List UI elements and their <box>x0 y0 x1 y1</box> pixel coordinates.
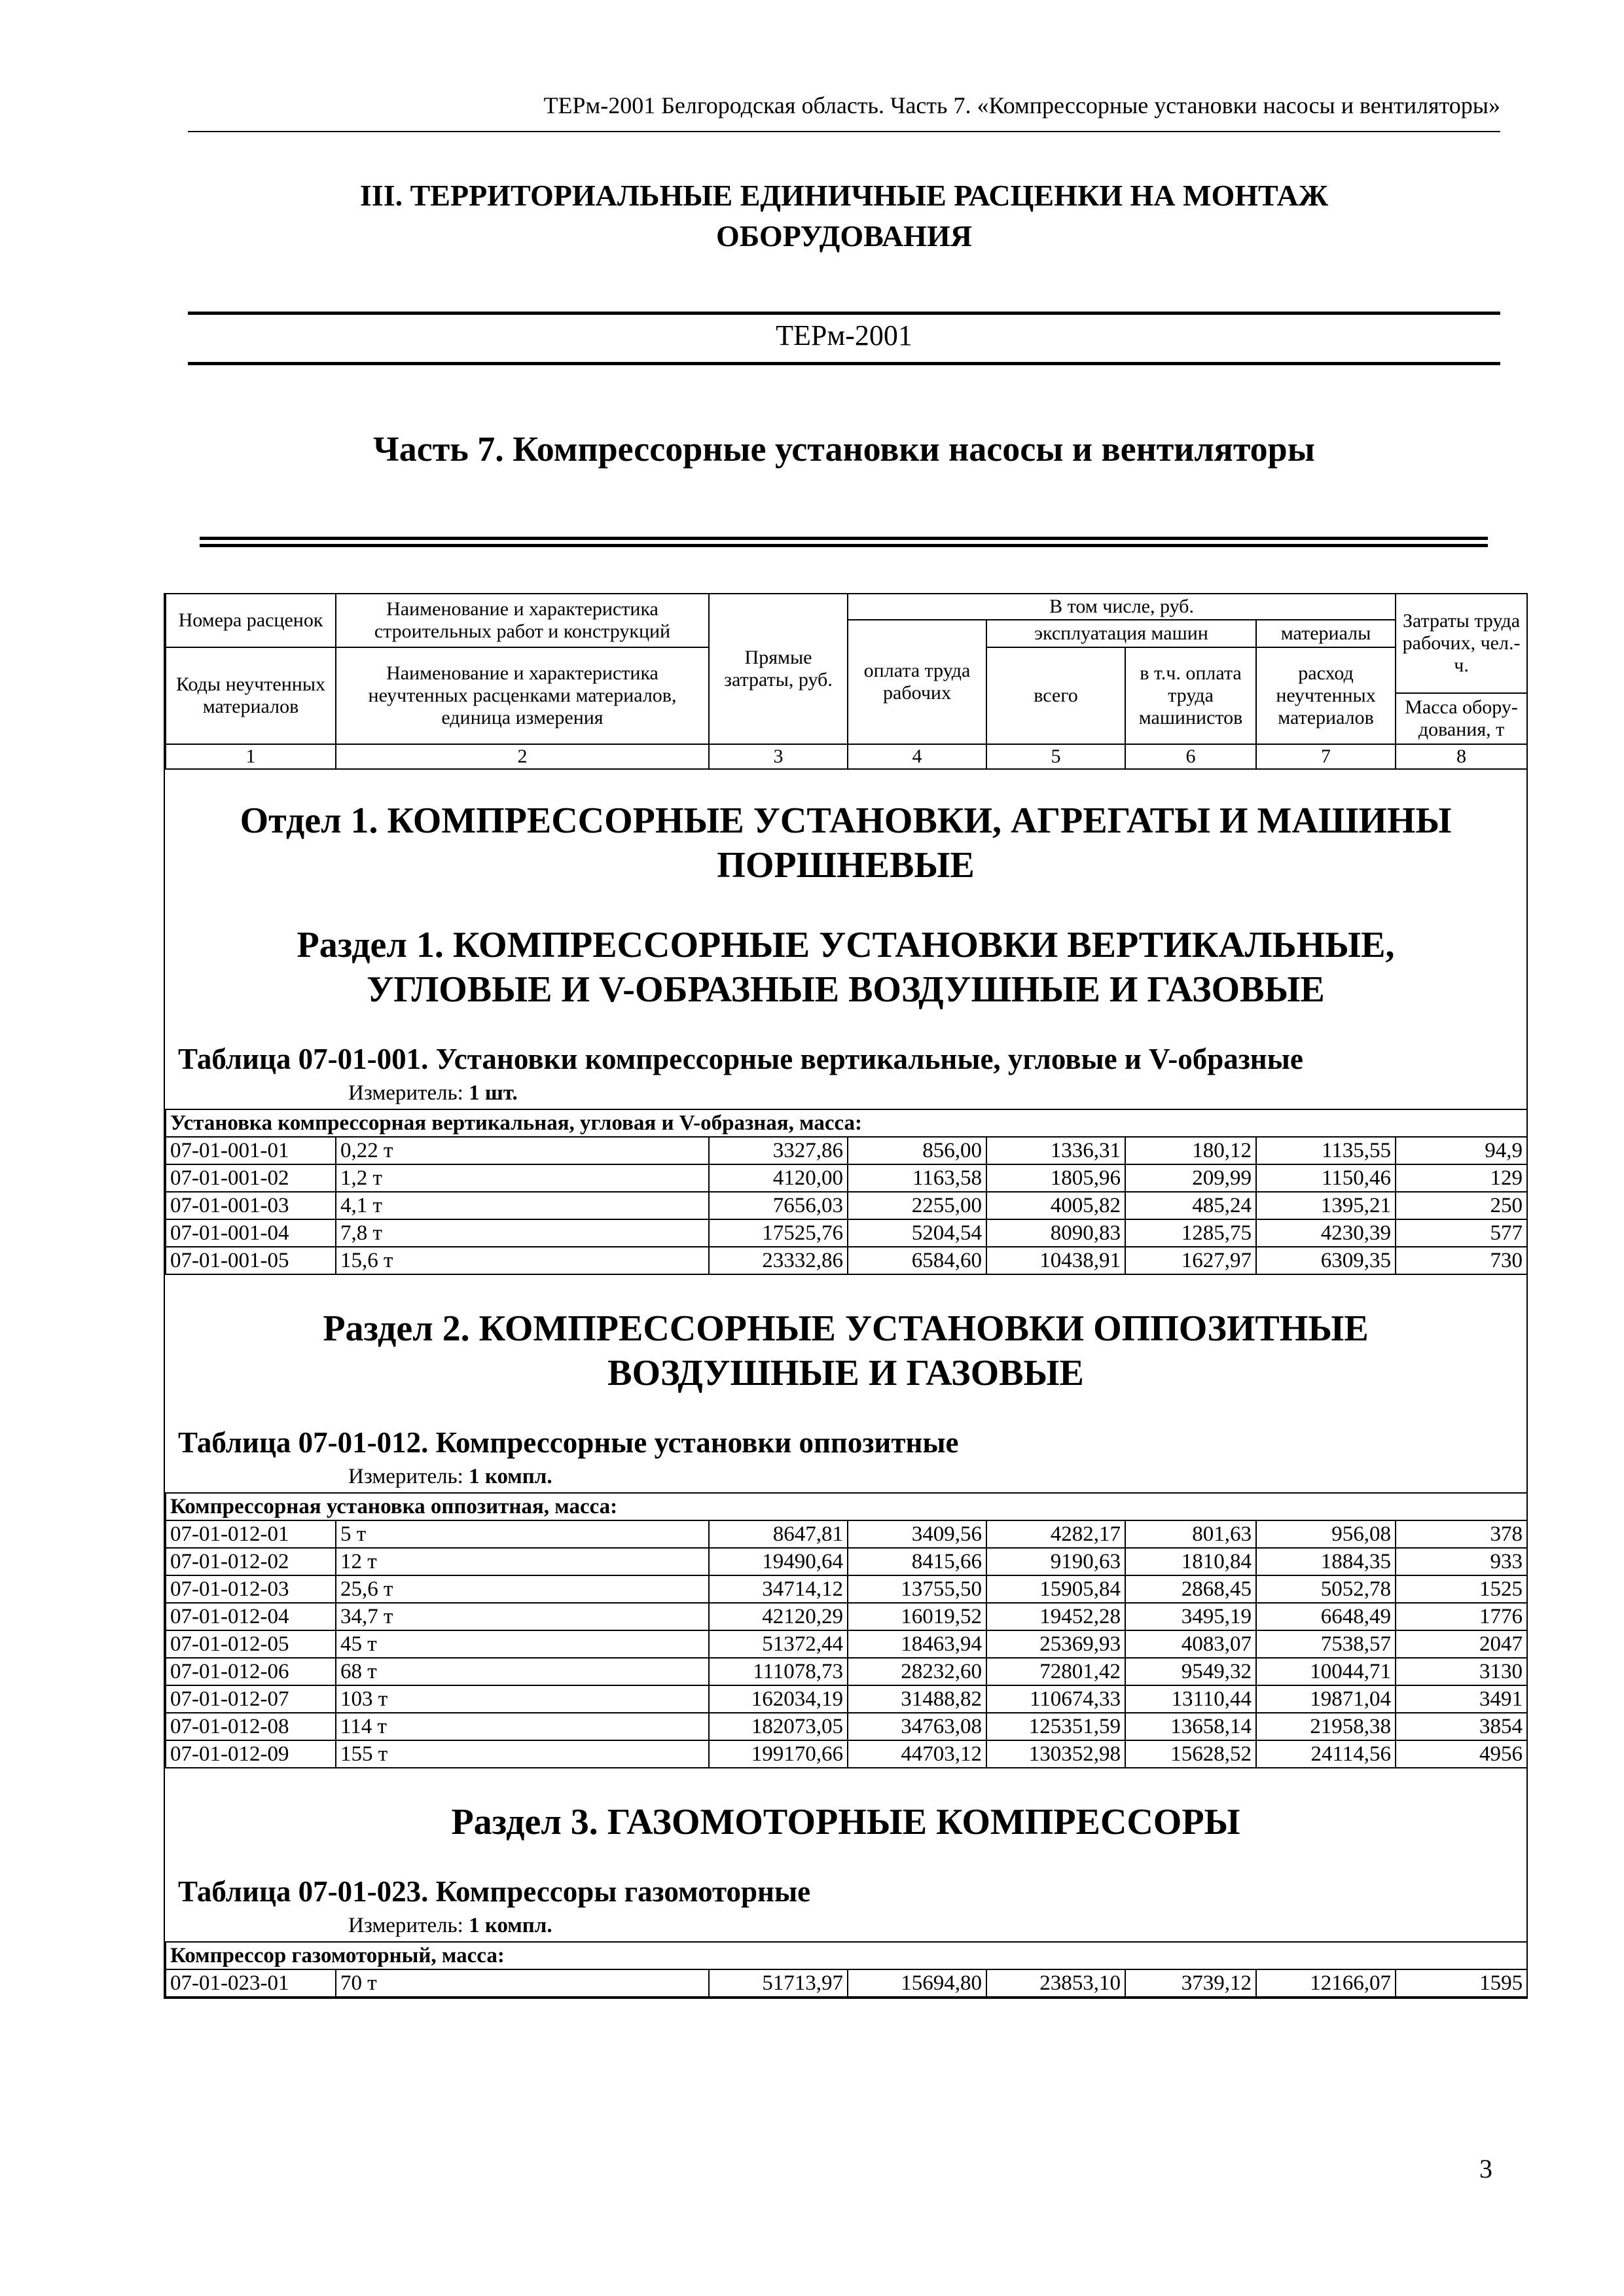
table-row <box>166 1740 1527 1768</box>
materials-cost: 6648,49 <box>1256 1603 1396 1630</box>
labor-pay: 8415,66 <box>848 1548 986 1575</box>
materials-cost: 956,08 <box>1256 1520 1396 1548</box>
col-number: 5 <box>986 744 1125 769</box>
work-name: 45 т <box>336 1630 709 1658</box>
header-codes: Номера расценок <box>166 594 336 647</box>
header-name: Наименование и характеристика строительных работ и конструкций <box>336 594 709 647</box>
section-title-line1: III. ТЕРРИТОРИАЛЬНЫЕ ЕДИНИЧНЫЕ РАСЦЕНКИ НА МОНТАЖ <box>359 179 1329 212</box>
rate-code: 07-01-012-06 <box>166 1658 336 1685</box>
table-row <box>166 1575 1527 1603</box>
direct-cost: 7656,03 <box>709 1192 848 1219</box>
group-caption-row <box>166 1493 1527 1520</box>
direct-cost: 182073,05 <box>709 1713 848 1740</box>
razdel-title-line2: ВОЗДУШНЫЕ И ГАЗОВЫЕ <box>607 1353 1084 1393</box>
measure-unit <box>165 1077 1526 1109</box>
section-title-line2: ОБОРУДОВАНИЯ <box>716 219 972 253</box>
work-name: 155 т <box>336 1740 709 1768</box>
materials-cost: 19871,04 <box>1256 1685 1396 1713</box>
header-machinist-pay: в т.ч. оплата труда машинистов <box>1125 647 1256 744</box>
labor-pay: 1163,58 <box>848 1164 986 1192</box>
equipment-mass: 3491 <box>1396 1685 1527 1713</box>
machinist-pay: 3739,12 <box>1125 1969 1256 1997</box>
work-name: 114 т <box>336 1713 709 1740</box>
machines-total: 1805,96 <box>986 1164 1125 1192</box>
header-rule <box>188 131 1500 132</box>
work-name: 5 т <box>336 1520 709 1548</box>
machines-total: 19452,28 <box>986 1603 1125 1630</box>
group-caption: Компрессор газомоторный, масса: <box>166 1942 1527 1969</box>
materials-cost: 7538,57 <box>1256 1630 1396 1658</box>
machines-total: 1336,31 <box>986 1137 1125 1164</box>
col-number: 6 <box>1125 744 1256 769</box>
equipment-mass: 94,9 <box>1396 1137 1527 1164</box>
machines-total: 125351,59 <box>986 1713 1125 1740</box>
equipment-mass: 1776 <box>1396 1603 1527 1630</box>
rate-code: 07-01-001-03 <box>166 1192 336 1219</box>
work-name: 1,2 т <box>336 1164 709 1192</box>
measure-unit <box>165 1461 1526 1492</box>
header-labor-pay: оплата труда рабочих <box>848 620 986 744</box>
col-number: 8 <box>1396 744 1527 769</box>
table-row <box>166 1164 1527 1192</box>
department-title-line1: Отдел 1. КОМПРЕССОРНЫЕ УСТАНОВКИ, АГРЕГАТЫ И МАШИНЫ <box>240 800 1452 841</box>
price-table <box>164 593 1528 1999</box>
table-row <box>166 1548 1527 1575</box>
price-rows <box>165 1941 1528 1998</box>
machines-total: 10438,91 <box>986 1247 1125 1274</box>
rate-code: 07-01-012-08 <box>166 1713 336 1740</box>
materials-cost: 1395,21 <box>1256 1192 1396 1219</box>
equipment-mass: 4956 <box>1396 1740 1527 1768</box>
equipment-mass: 730 <box>1396 1247 1527 1274</box>
direct-cost: 34714,12 <box>709 1575 848 1603</box>
measure-value: 1 шт. <box>469 1081 518 1105</box>
machines-total: 130352,98 <box>986 1740 1125 1768</box>
table-row <box>166 1137 1527 1164</box>
rate-code: 07-01-023-01 <box>166 1969 336 1997</box>
machinist-pay: 180,12 <box>1125 1137 1256 1164</box>
machines-total: 15905,84 <box>986 1575 1125 1603</box>
work-name: 25,6 т <box>336 1575 709 1603</box>
measure-label: Измеритель: <box>348 1465 469 1488</box>
work-name: 34,7 т <box>336 1603 709 1630</box>
razdel-title-line1: Раздел 1. КОМПРЕССОРНЫЕ УСТАНОВКИ ВЕРТИКАЛЬНЫЕ, <box>297 925 1395 965</box>
work-name: 103 т <box>336 1685 709 1713</box>
rate-code: 07-01-012-01 <box>166 1520 336 1548</box>
measure-label: Измеритель: <box>348 1914 469 1937</box>
equipment-mass: 1525 <box>1396 1575 1527 1603</box>
rate-code: 07-01-001-05 <box>166 1247 336 1274</box>
machines-total: 4282,17 <box>986 1520 1125 1548</box>
header-direct-cost: Прямые затраты, руб. <box>709 594 848 744</box>
work-name: 7,8 т <box>336 1219 709 1247</box>
direct-cost: 17525,76 <box>709 1219 848 1247</box>
machinist-pay: 1810,84 <box>1125 1548 1256 1575</box>
header-labor-hours: Затраты труда рабочих, чел.-ч. <box>1396 594 1527 693</box>
machinist-pay: 13110,44 <box>1125 1685 1256 1713</box>
equipment-mass: 2047 <box>1396 1630 1527 1658</box>
price-rows <box>165 1109 1528 1275</box>
machines-total: 110674,33 <box>986 1685 1125 1713</box>
rate-code: 07-01-001-04 <box>166 1219 336 1247</box>
razdel-title-line1: Раздел 3. ГАЗОМОТОРНЫЕ КОМПРЕССОРЫ <box>451 1802 1240 1842</box>
labor-pay: 6584,60 <box>848 1247 986 1274</box>
labor-pay: 3409,56 <box>848 1520 986 1548</box>
materials-cost: 12166,07 <box>1256 1969 1396 1997</box>
machines-total: 25369,93 <box>986 1630 1125 1658</box>
price-rows <box>165 1492 1528 1768</box>
labor-pay: 28232,60 <box>848 1658 986 1685</box>
direct-cost: 51372,44 <box>709 1630 848 1658</box>
work-name: 68 т <box>336 1658 709 1685</box>
machinist-pay: 4083,07 <box>1125 1630 1256 1658</box>
equipment-mass: 933 <box>1396 1548 1527 1575</box>
labor-pay: 5204,54 <box>848 1219 986 1247</box>
machines-total: 72801,42 <box>986 1658 1125 1685</box>
direct-cost: 51713,97 <box>709 1969 848 1997</box>
direct-cost: 162034,19 <box>709 1685 848 1713</box>
measure-label: Измеритель: <box>348 1081 469 1105</box>
col-number: 7 <box>1256 744 1396 769</box>
department-title <box>165 770 1526 888</box>
rate-code: 07-01-001-02 <box>166 1164 336 1192</box>
header-equipment-mass: Масса обору-дования, т <box>1396 693 1527 744</box>
labor-pay: 856,00 <box>848 1137 986 1164</box>
materials-cost: 1135,55 <box>1256 1137 1396 1164</box>
machinist-pay: 13658,14 <box>1125 1713 1256 1740</box>
labor-pay: 34763,08 <box>848 1713 986 1740</box>
group-caption-row <box>166 1942 1527 1969</box>
direct-cost: 8647,81 <box>709 1520 848 1548</box>
materials-cost: 1150,46 <box>1256 1164 1396 1192</box>
work-name: 70 т <box>336 1969 709 1997</box>
machinist-pay: 801,63 <box>1125 1520 1256 1548</box>
labor-pay: 44703,12 <box>848 1740 986 1768</box>
collection-label: ТЕРм-2001 <box>776 319 912 351</box>
razdel-title <box>165 1768 1526 1844</box>
razdel-title-line1: Раздел 2. КОМПРЕССОРНЫЕ УСТАНОВКИ ОППОЗИТНЫЕ <box>323 1308 1369 1349</box>
labor-pay: 18463,94 <box>848 1630 986 1658</box>
measure-value: 1 компл. <box>469 1914 552 1937</box>
table-row <box>166 1219 1527 1247</box>
col-number: 2 <box>336 744 709 769</box>
group-caption-row <box>166 1109 1527 1137</box>
equipment-mass: 129 <box>1396 1164 1527 1192</box>
machines-total: 9190,63 <box>986 1548 1125 1575</box>
machinist-pay: 3495,19 <box>1125 1603 1256 1630</box>
materials-cost: 24114,56 <box>1256 1740 1396 1768</box>
equipment-mass: 250 <box>1396 1192 1527 1219</box>
labor-pay: 2255,00 <box>848 1192 986 1219</box>
rate-code: 07-01-012-04 <box>166 1603 336 1630</box>
page-number: 3 <box>1479 2154 1492 2183</box>
equipment-mass: 378 <box>1396 1520 1527 1548</box>
group-caption: Компрессорная установка оппозитная, масса: <box>166 1493 1527 1520</box>
table-row <box>166 1520 1527 1548</box>
machinist-pay: 15628,52 <box>1125 1740 1256 1768</box>
equipment-mass: 1595 <box>1396 1969 1527 1997</box>
header-materials: материалы <box>1256 620 1396 647</box>
header-including: В том числе, руб. <box>848 594 1396 620</box>
part-double-rule <box>200 537 1488 547</box>
header-machines: эксплуатация машин <box>986 620 1256 647</box>
table-row <box>166 1603 1527 1630</box>
materials-cost: 6309,35 <box>1256 1247 1396 1274</box>
work-name: 0,22 т <box>336 1137 709 1164</box>
rate-code: 07-01-001-01 <box>166 1137 336 1164</box>
col-number: 1 <box>166 744 336 769</box>
direct-cost: 3327,86 <box>709 1137 848 1164</box>
measure-unit <box>165 1910 1526 1941</box>
direct-cost: 42120,29 <box>709 1603 848 1630</box>
rate-code: 07-01-012-07 <box>166 1685 336 1713</box>
machinist-pay: 2868,45 <box>1125 1575 1256 1603</box>
rate-code: 07-01-012-02 <box>166 1548 336 1575</box>
work-name: 4,1 т <box>336 1192 709 1219</box>
table-title: Таблица 07-01-012. Компрессорные установки оппозитные <box>178 1426 959 1459</box>
department-title-line2: ПОРШНЕВЫЕ <box>717 845 975 886</box>
table-row <box>166 1247 1527 1274</box>
machinist-pay: 1285,75 <box>1125 1219 1256 1247</box>
header-codes-unaccounted: Коды неучтенных материалов <box>166 647 336 744</box>
table-title: Таблица 07-01-001. Установки компрессорные вертикальные, угловые и V-образные <box>178 1043 1303 1075</box>
section-title <box>188 175 1500 257</box>
table-row <box>166 1685 1527 1713</box>
direct-cost: 23332,86 <box>709 1247 848 1274</box>
table-row <box>166 1630 1527 1658</box>
col-number: 4 <box>848 744 986 769</box>
table-header <box>165 593 1528 770</box>
direct-cost: 199170,66 <box>709 1740 848 1768</box>
machinist-pay: 1627,97 <box>1125 1247 1256 1274</box>
direct-cost: 4120,00 <box>709 1164 848 1192</box>
machinist-pay: 209,99 <box>1125 1164 1256 1192</box>
table-row <box>166 1969 1527 1997</box>
razdel-title-line2: УГЛОВЫЕ И V-ОБРАЗНЫЕ ВОЗДУШНЫЕ И ГАЗОВЫЕ <box>367 969 1325 1010</box>
machinist-pay: 485,24 <box>1125 1192 1256 1219</box>
equipment-mass: 3130 <box>1396 1658 1527 1685</box>
materials-cost: 5052,78 <box>1256 1575 1396 1603</box>
col-number: 3 <box>709 744 848 769</box>
labor-pay: 15694,80 <box>848 1969 986 1997</box>
table-row <box>166 1192 1527 1219</box>
direct-cost: 19490,64 <box>709 1548 848 1575</box>
table-row <box>166 1658 1527 1685</box>
machinist-pay: 9549,32 <box>1125 1658 1256 1685</box>
measure-value: 1 компл. <box>469 1465 552 1488</box>
work-name: 12 т <box>336 1548 709 1575</box>
header-machines-total: всего <box>986 647 1125 744</box>
equipment-mass: 3854 <box>1396 1713 1527 1740</box>
direct-cost: 111078,73 <box>709 1658 848 1685</box>
running-header: ТЕРм-2001 Белгородская область. Часть 7. «Компрессорные установки насосы и вентиляторы» <box>543 92 1500 118</box>
machines-total: 4005,82 <box>986 1192 1125 1219</box>
materials-cost: 10044,71 <box>1256 1658 1396 1685</box>
table-title: Таблица 07-01-023. Компрессоры газомоторные <box>178 1875 811 1908</box>
header-name-unaccounted: Наименование и характеристика неучтенных расценками материалов, единица измерения <box>336 647 709 744</box>
work-name: 15,6 т <box>336 1247 709 1274</box>
labor-pay: 16019,52 <box>848 1603 986 1630</box>
machines-total: 8090,83 <box>986 1219 1125 1247</box>
razdel-title <box>165 1275 1526 1395</box>
table-row <box>166 1713 1527 1740</box>
equipment-mass: 577 <box>1396 1219 1527 1247</box>
rate-code: 07-01-012-09 <box>166 1740 336 1768</box>
part-title: Часть 7. Компрессорные установки насосы и вентиляторы <box>373 429 1315 469</box>
rate-code: 07-01-012-05 <box>166 1630 336 1658</box>
machines-total: 23853,10 <box>986 1969 1125 1997</box>
materials-cost: 21958,38 <box>1256 1713 1396 1740</box>
materials-cost: 1884,35 <box>1256 1548 1396 1575</box>
materials-cost: 4230,39 <box>1256 1219 1396 1247</box>
labor-pay: 13755,50 <box>848 1575 986 1603</box>
header-unaccounted-materials: расход неучтенных материалов <box>1256 647 1396 744</box>
group-caption: Установка компрессорная вертикальная, угловая и V-образная, масса: <box>166 1109 1527 1137</box>
rate-code: 07-01-012-03 <box>166 1575 336 1603</box>
razdel-title <box>165 888 1526 1012</box>
labor-pay: 31488,82 <box>848 1685 986 1713</box>
